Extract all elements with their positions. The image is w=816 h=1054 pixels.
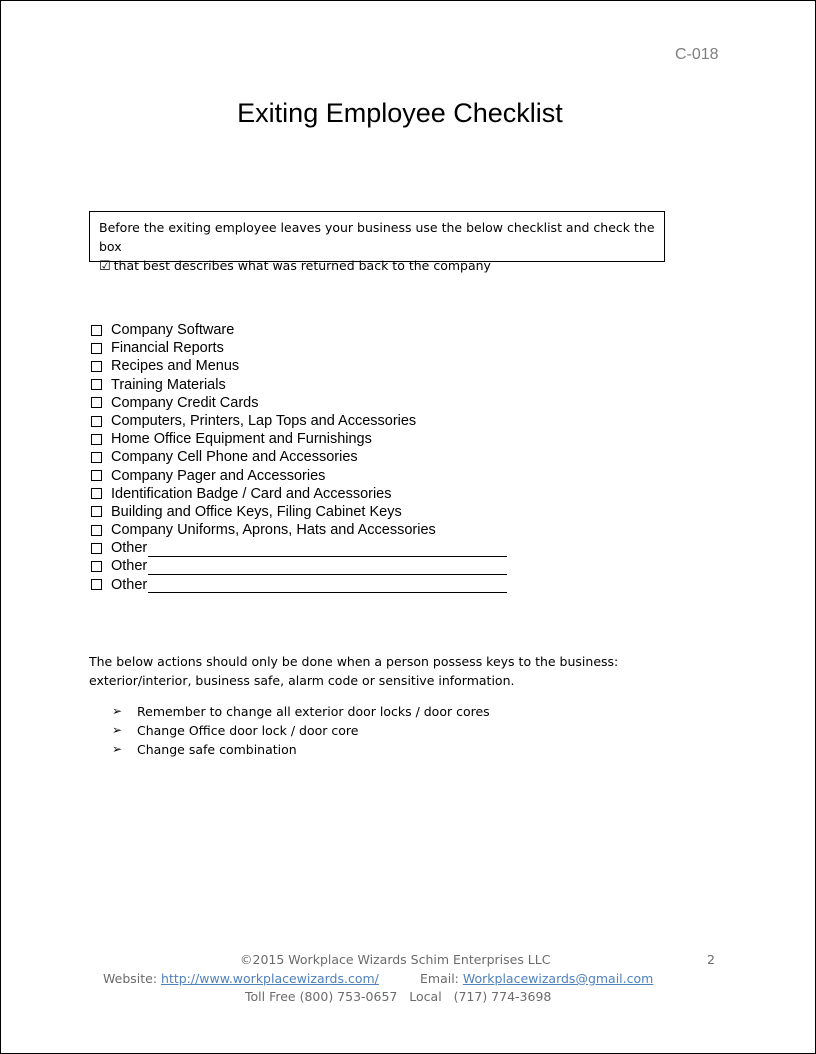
checklist-item-label: Other [111,576,148,593]
actions-list [112,702,490,759]
checklist-item[interactable] [90,376,507,394]
action-item [112,721,490,740]
action-item [112,702,490,721]
checklist-item-label: Identification Badge / Card and Accessories [111,485,392,502]
document-code: C-018 [675,46,719,63]
instruction-box [89,211,665,274]
checkbox-icon[interactable] [91,343,102,354]
footer-website [103,971,379,986]
checklist-item[interactable] [90,357,507,375]
checklist-item-label: Other [111,558,148,575]
checkbox-icon[interactable] [91,488,102,499]
website-label: Website: [103,971,162,986]
checklist-item-label: Training Materials [111,376,226,393]
checklist-item[interactable] [90,339,507,357]
checklist-item[interactable] [90,430,507,448]
checkbox-icon[interactable] [91,543,102,554]
instruction-line-2 [99,256,655,276]
arrow-bullet-icon: ➢ [112,742,123,756]
checkbox-icon[interactable] [91,506,102,517]
email-link[interactable]: Workplacewizards@gmail.com [462,971,654,986]
checkbox-icon[interactable] [91,379,102,390]
actions-intro: The below actions should only be done when a person possess keys to the business: exterior/interior, business safe, alarm code or sensitive information. [89,654,619,688]
checklist-item[interactable] [90,485,507,503]
return-checklist [90,321,507,594]
website-link[interactable]: http://www.workplacewizards.com/ [161,971,379,986]
action-item-text: Change Office door lock / door core [137,723,359,738]
footer-email [420,971,653,986]
checklist-item[interactable] [90,448,507,466]
checklist-item-label: Company Uniforms, Aprons, Hats and Accessories [111,522,436,539]
instruction-line-2-text: that best describes what was returned back to the company [113,258,491,273]
action-item-text: Remember to change all exterior door locks / door cores [137,704,490,719]
checkbox-icon[interactable] [91,452,102,463]
checklist-item[interactable] [90,321,507,339]
checklist-item-other[interactable] [90,557,507,575]
action-item [112,740,490,759]
other-fill-in-line[interactable] [148,578,507,593]
arrow-bullet-icon: ➢ [112,723,123,737]
footer-phone: Toll Free (800) 753-0657 Local (717) 774-3698 [245,989,552,1004]
page-number: 2 [707,952,715,967]
instruction-line-1: Before the exiting employee leaves your business use the below checklist and check the box [99,220,655,254]
checkbox-icon[interactable] [91,325,102,336]
checklist-item-label: Company Cell Phone and Accessories [111,449,358,466]
checklist-item[interactable] [90,467,507,485]
checklist-item-label: Company Software [111,322,235,338]
checklist-item-label: Financial Reports [111,340,224,357]
checklist-item-label: Building and Office Keys, Filing Cabinet Keys [111,503,402,520]
checklist-item-label: Recipes and Menus [111,358,240,375]
checklist-item-label: Home Office Equipment and Furnishings [111,431,372,448]
checklist-item-label: Computers, Printers, Lap Tops and Accessories [111,412,417,429]
checklist-item-other[interactable] [90,576,507,594]
checkbox-icon[interactable] [91,525,102,536]
checklist-item-label: Company Pager and Accessories [111,467,326,484]
checklist-item[interactable] [90,521,507,539]
arrow-bullet-icon: ➢ [112,704,123,718]
checkbox-icon[interactable] [91,361,102,372]
checklist-item-other[interactable] [90,539,507,557]
checklist-item[interactable] [90,412,507,430]
document-title: Exiting Employee Checklist [237,98,563,128]
checklist-item-label: Other [111,540,148,557]
checkbox-icon[interactable] [91,579,102,590]
checkbox-icon[interactable] [91,470,102,481]
email-label: Email: [420,971,463,986]
checkbox-icon[interactable] [91,397,102,408]
footer-copyright: ©2015 Workplace Wizards Schim Enterprises LLC [240,952,551,967]
action-item-text: Change safe combination [137,742,297,757]
checkbox-icon[interactable] [91,434,102,445]
checkbox-icon[interactable] [91,561,102,572]
checkbox-icon[interactable] [91,416,102,427]
other-fill-in-line[interactable] [148,560,507,575]
other-fill-in-line[interactable] [148,542,507,557]
checklist-item[interactable] [90,394,507,412]
checked-box-icon: ☑ [99,259,111,274]
checklist-item[interactable] [90,503,507,521]
checklist-item-label: Company Credit Cards [111,394,259,411]
